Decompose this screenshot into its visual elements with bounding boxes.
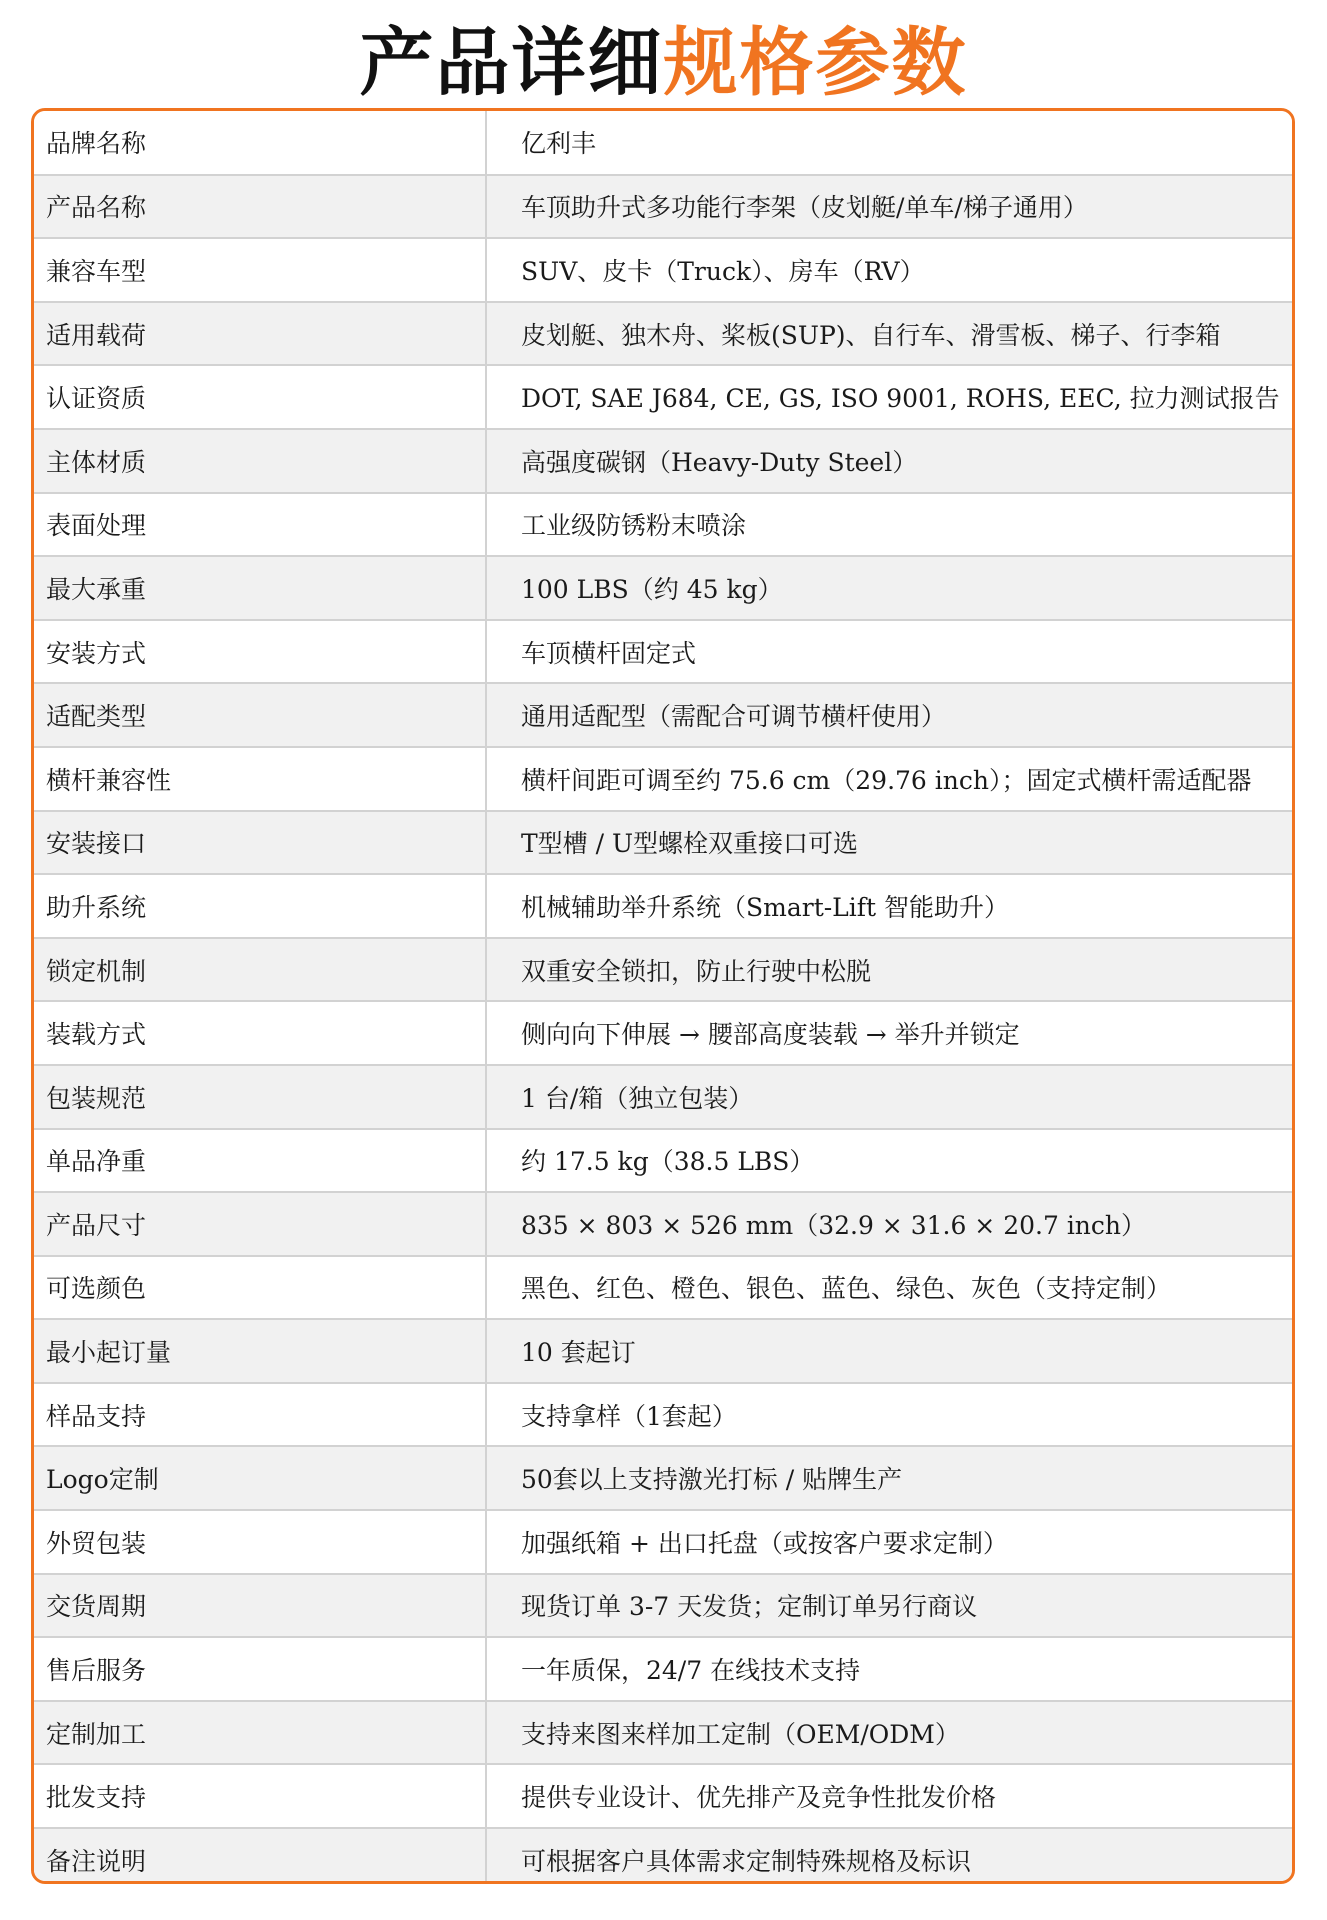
table-row: [34, 620, 1292, 684]
spec-value: 提供专业设计、优先排产及竞争性批发价格: [486, 1764, 1292, 1828]
spec-label: Logo定制: [34, 1446, 486, 1510]
spec-label: 品牌名称: [34, 111, 486, 175]
spec-label: 定制加工: [34, 1701, 486, 1765]
spec-value: 支持来图来样加工定制（OEM/ODM）: [486, 1701, 1292, 1765]
spec-value: 现货订单 3-7 天发货；定制订单另行商议: [486, 1574, 1292, 1638]
table-row: [34, 238, 1292, 302]
spec-value: 皮划艇、独木舟、桨板(SUP)、自行车、滑雪板、梯子、行李箱: [486, 302, 1292, 366]
spec-table-frame: [31, 108, 1295, 1884]
spec-value: 侧向向下伸展 → 腰部高度装载 → 举升并锁定: [486, 1001, 1292, 1065]
spec-value: 工业级防锈粉末喷涂: [486, 493, 1292, 557]
spec-table: [34, 111, 1292, 1884]
table-row: [34, 1764, 1292, 1828]
page-title-part1: 产品详细: [359, 20, 664, 106]
spec-label: 单品净重: [34, 1129, 486, 1193]
spec-label: 产品名称: [34, 175, 486, 239]
spec-value: 835 × 803 × 526 mm（32.9 × 31.6 × 20.7 inch）: [486, 1192, 1292, 1256]
table-row: [34, 1510, 1292, 1574]
spec-label: 可选颜色: [34, 1256, 486, 1320]
spec-value: 双重安全锁扣，防止行驶中松脱: [486, 938, 1292, 1002]
spec-label: 横杆兼容性: [34, 747, 486, 811]
spec-label: 适用载荷: [34, 302, 486, 366]
spec-value: 10 套起订: [486, 1319, 1292, 1383]
table-row: [34, 1828, 1292, 1884]
spec-label: 最小起订量: [34, 1319, 486, 1383]
table-row: [34, 429, 1292, 493]
spec-value: 支持拿样（1套起）: [486, 1383, 1292, 1447]
spec-label: 最大承重: [34, 556, 486, 620]
table-row: [34, 811, 1292, 875]
spec-label: 安装方式: [34, 620, 486, 684]
table-row: [34, 1383, 1292, 1447]
table-row: [34, 302, 1292, 366]
spec-value: 亿利丰: [486, 111, 1292, 175]
table-row: [34, 111, 1292, 175]
spec-value: 黑色、红色、橙色、银色、蓝色、绿色、灰色（支持定制）: [486, 1256, 1292, 1320]
table-row: [34, 1319, 1292, 1383]
spec-label: 锁定机制: [34, 938, 486, 1002]
spec-value: 高强度碳钢（Heavy-Duty Steel）: [486, 429, 1292, 493]
spec-label: 安装接口: [34, 811, 486, 875]
spec-value: 约 17.5 kg（38.5 LBS）: [486, 1129, 1292, 1193]
table-row: [34, 1001, 1292, 1065]
table-row: [34, 1574, 1292, 1638]
spec-value: 通用适配型（需配合可调节横杆使用）: [486, 683, 1292, 747]
spec-label: 装载方式: [34, 1001, 486, 1065]
spec-label: 备注说明: [34, 1828, 486, 1884]
spec-value: 一年质保，24/7 在线技术支持: [486, 1637, 1292, 1701]
table-row: [34, 1065, 1292, 1129]
table-row: [34, 1192, 1292, 1256]
table-row: [34, 747, 1292, 811]
spec-value: SUV、皮卡（Truck）、房车（RV）: [486, 238, 1292, 302]
table-row: [34, 1129, 1292, 1193]
spec-label: 适配类型: [34, 683, 486, 747]
page-title: [0, 18, 1327, 108]
table-row: [34, 874, 1292, 938]
table-row: [34, 683, 1292, 747]
spec-label: 外贸包装: [34, 1510, 486, 1574]
spec-label: 主体材质: [34, 429, 486, 493]
table-row: [34, 1446, 1292, 1510]
spec-value: 加强纸箱 + 出口托盘（或按客户要求定制）: [486, 1510, 1292, 1574]
spec-label: 包装规范: [34, 1065, 486, 1129]
table-row: [34, 1256, 1292, 1320]
spec-label: 助升系统: [34, 874, 486, 938]
spec-value: 车顶横杆固定式: [486, 620, 1292, 684]
table-row: [34, 1701, 1292, 1765]
spec-label: 产品尺寸: [34, 1192, 486, 1256]
spec-value: T型槽 / U型螺栓双重接口可选: [486, 811, 1292, 875]
spec-label: 兼容车型: [34, 238, 486, 302]
spec-value: DOT, SAE J684, CE, GS, ISO 9001, ROHS, EEC, 拉力测试报告: [486, 365, 1292, 429]
spec-value: 可根据客户具体需求定制特殊规格及标识: [486, 1828, 1292, 1884]
spec-label: 样品支持: [34, 1383, 486, 1447]
spec-label: 表面处理: [34, 493, 486, 557]
table-row: [34, 493, 1292, 557]
spec-label: 售后服务: [34, 1637, 486, 1701]
table-row: [34, 556, 1292, 620]
spec-label: 交货周期: [34, 1574, 486, 1638]
spec-label: 批发支持: [34, 1764, 486, 1828]
table-row: [34, 938, 1292, 1002]
spec-value: 50套以上支持激光打标 / 贴牌生产: [486, 1446, 1292, 1510]
spec-value: 100 LBS（约 45 kg）: [486, 556, 1292, 620]
spec-value: 1 台/箱（独立包装）: [486, 1065, 1292, 1129]
table-row: [34, 1637, 1292, 1701]
spec-table-body: [34, 111, 1292, 1884]
spec-value: 车顶助升式多功能行李架（皮划艇/单车/梯子通用）: [486, 175, 1292, 239]
page-title-part2: 规格参数: [663, 20, 968, 106]
spec-value: 机械辅助举升系统（Smart-Lift 智能助升）: [486, 874, 1292, 938]
table-row: [34, 175, 1292, 239]
spec-label: 认证资质: [34, 365, 486, 429]
table-row: [34, 365, 1292, 429]
spec-value: 横杆间距可调至约 75.6 cm（29.76 inch）；固定式横杆需适配器: [486, 747, 1292, 811]
